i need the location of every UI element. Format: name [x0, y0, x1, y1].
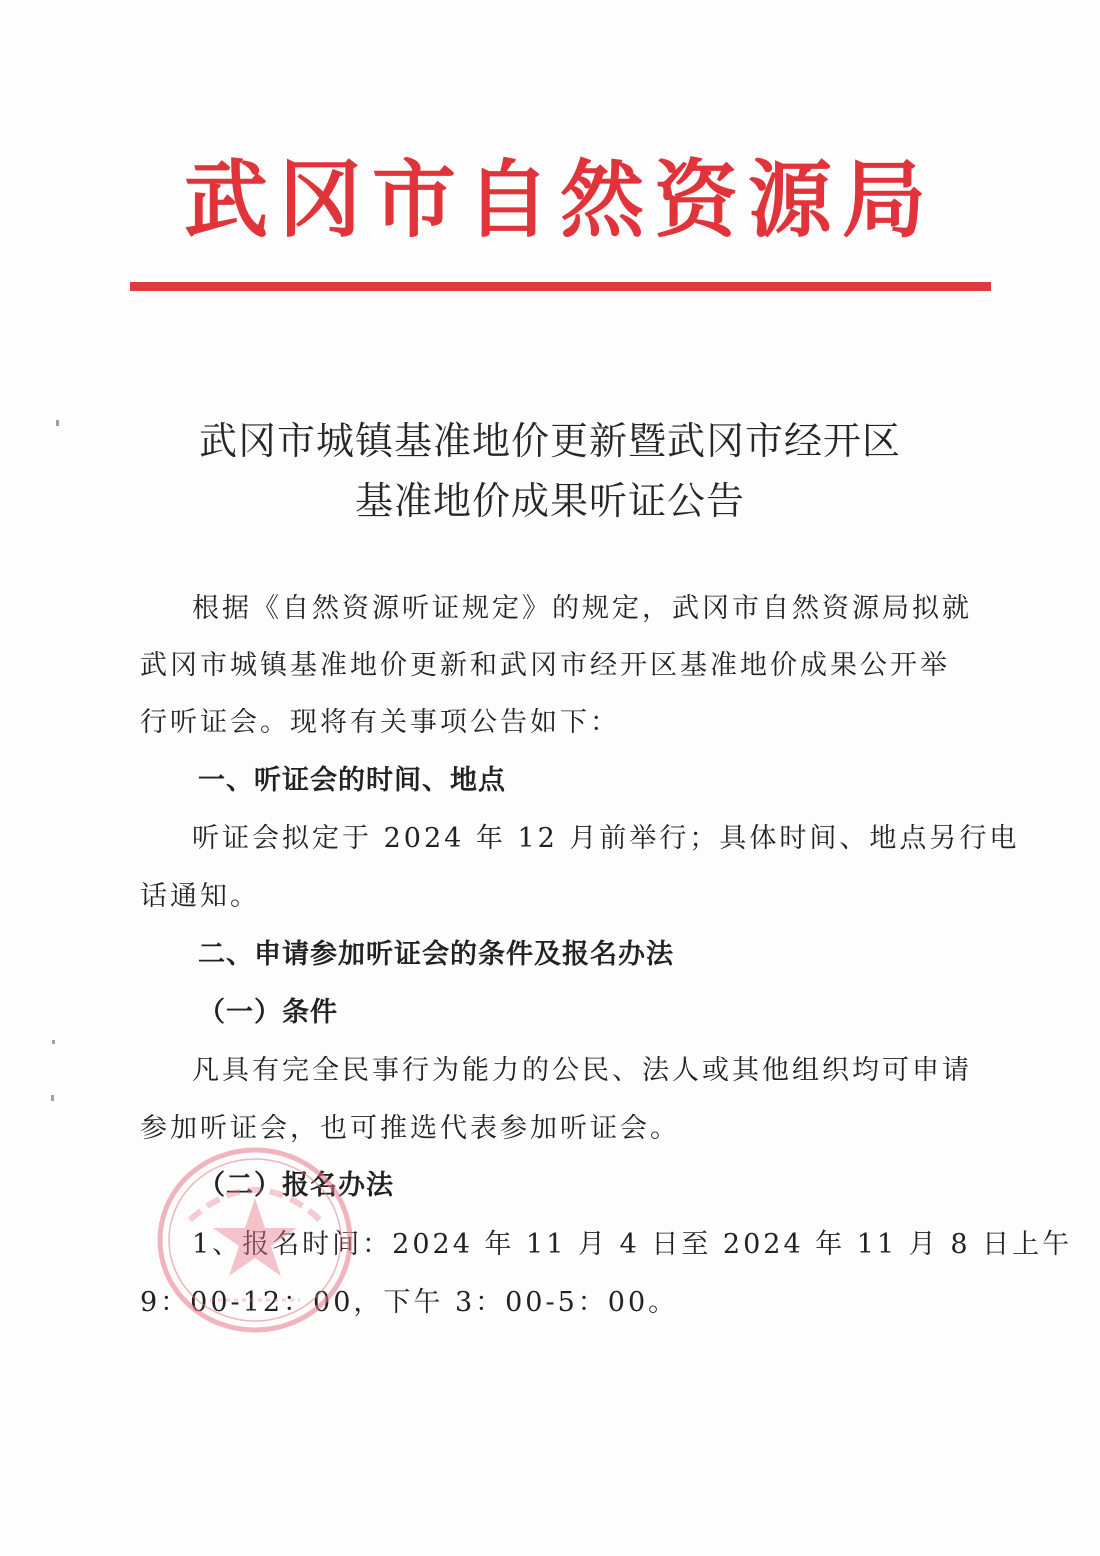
conditions-line-2: 参加听证会，也可推选代表参加听证会。 [140, 1113, 680, 1144]
subsection-registration-heading: （二）报名办法 [198, 1170, 394, 1201]
section-1-heading: 一、听证会的时间、地点 [198, 765, 506, 796]
subsection-conditions-heading: （一）条件 [198, 997, 338, 1028]
scan-speck [51, 1095, 54, 1101]
conditions-line-1: 凡具有完全民事行为能力的公民、法人或其他组织均可申请 [192, 1055, 972, 1086]
registration-time-line-1: 1、报名时间：2024 年 11 月 4 日至 2024 年 11 月 8 日上午 [192, 1229, 1073, 1260]
agency-name-header: 武冈市自然资源局 [183, 151, 936, 249]
section-1-body-line-1: 听证会拟定于 2024 年 12 月前举行；具体时间、地点另行电 [192, 823, 1020, 854]
intro-line-3: 行听证会。现将有关事项公告如下： [140, 707, 620, 738]
official-seal-stamp [150, 1140, 360, 1340]
scan-speck [56, 420, 59, 426]
scan-speck [52, 1040, 55, 1044]
intro-line-1: 根据《自然资源听证规定》的规定，武冈市自然资源局拟就 [192, 593, 972, 624]
section-1-body-line-2: 话通知。 [140, 881, 260, 912]
registration-time-line-2: 9：00-12：00，下午 3：00-5：00。 [140, 1287, 679, 1318]
document-title-line-1: 武冈市城镇基准地价更新暨武冈市经开区 [198, 419, 901, 463]
intro-line-2: 武冈市城镇基准地价更新和武冈市经开区基准地价成果公开举 [140, 650, 950, 681]
document-title-line-2: 基准地价成果听证公告 [354, 479, 745, 523]
header-red-rule [130, 282, 991, 291]
section-2-heading: 二、申请参加听证会的条件及报名办法 [198, 939, 674, 970]
